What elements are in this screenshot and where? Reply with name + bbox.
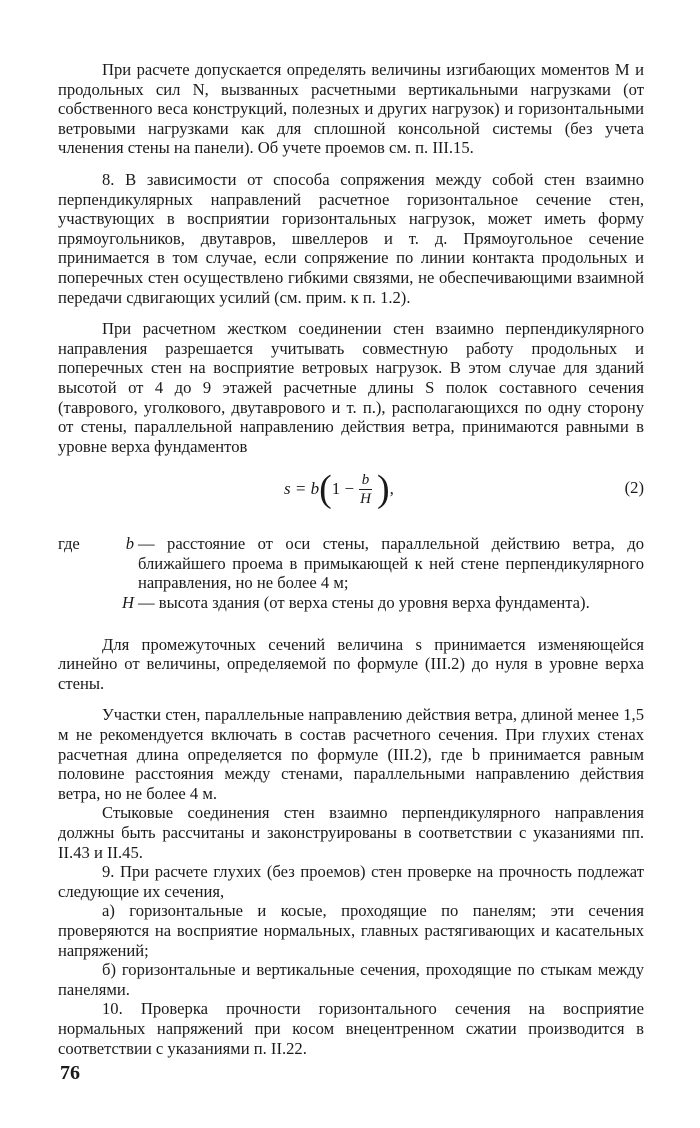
paragraph: Стыковые соединения стен взаимно перпендикулярного направления должны быть рассчитаны и законструированы в соответствии с указаниями пп. II.43 и II.45. — [58, 803, 644, 862]
document-page — [58, 60, 644, 1058]
formula-denominator: H — [360, 490, 371, 507]
paragraph: Участки стен, параллельные направлению действия ветра, длиной менее 1,5 м не рекомендуется включать в состав расчетного сечения. При глухих стенах расчетная длина определяется по формуле (III.2), где b принимается равным половине расстояния между стенами, параллельными направлению действия ветра, но не более 4 м. — [58, 705, 644, 803]
paragraph: При расчетном жестком соединении стен взаимно перпендикулярного направления разрешается учитывать совместную работу продольных и поперечных стен на восприятие ветровых нагрузок. В этом случае для зданий высотой от 4 до 9 этажей расчетные длины S полок составного сечения (таврового, уголкового, двутаврового и т. п.), располагающихся по одну сторону от стены, параллельной направлению действия ветра, принимаются равными в уровне верха фундаментов — [58, 319, 644, 456]
paragraph: При расчете допускается определять величины изгибающих моментов M и продольных сил N, вызванных расчетными вертикальными нагрузками (от собственного веса конструкций, полезных и других нагрузок) и горизонтальными ветровыми нагрузками как для сплошной консольной системы (без учета членения стены на панели). Об учете проемов см. п. III.15. — [58, 60, 644, 158]
paragraph: 8. В зависимости от способа сопряжения между собой стен взаимно перпендикулярных направлений расчетное горизонтальное сечение стен, участвующих в восприятии горизонтальных нагрузок, может иметь форму прямоугольников, двутавров, швеллеров и т. д. Прямоугольное сечение принимается в том случае, если сопряжение по линии контакта продольных и поперечных стен осуществлено гибкими связями, не обеспечивающими взаимной передачи сдвигающих усилий (см. прим. к п. 1.2). — [58, 169, 644, 307]
where-symbol: H — [122, 593, 134, 613]
where-definition: — расстояние от оси стены, параллельной действию ветра, до ближайшего проема в примыкающей к ней стене перпендикулярного направления, но не более 4 м; — [138, 534, 644, 593]
where-symbol: b — [125, 534, 134, 554]
formula-tail: , — [389, 479, 394, 499]
paragraph: 9. При расчете глухих (без проемов) стен проверке на прочность подлежат следующие их сечения, — [58, 862, 644, 901]
formula-block — [58, 460, 644, 532]
paragraph: а) горизонтальные и косые, проходящие по панелям; эти сечения проверяются на восприятие нормальных, главных растягивающих и касательных напряжений; — [58, 901, 644, 960]
formula-number: (2) — [624, 478, 644, 498]
paragraph: Для промежуточных сечений величина s принимается изменяющейся линейно от величины, определяемой по формуле (III.2) до нуля в уровне верха стены. — [58, 634, 644, 693]
where-definition: — высота здания (от верха стены до уровня верха фундамента). — [138, 593, 590, 613]
formula-expression — [284, 468, 394, 511]
formula-paren-close: ) — [376, 468, 390, 511]
page-number: 76 — [60, 1062, 80, 1084]
formula-fraction — [357, 471, 374, 508]
paragraph: б) горизонтальные и вертикальные сечения, проходящие по стыкам между панелями. — [58, 960, 644, 999]
formula-lhs: s = b — [284, 479, 320, 499]
formula-numerator: b — [359, 471, 373, 490]
where-label: где — [58, 534, 80, 554]
where-block — [58, 534, 644, 612]
formula-one-minus: 1 − — [331, 479, 355, 499]
formula-paren-open: ( — [319, 468, 332, 511]
paragraph: 10. Проверка прочности горизонтального сечения на восприятие нормальных напряжений при косом внецентренном сжатии производится в соответствии с указаниями п. II.22. — [58, 999, 644, 1058]
